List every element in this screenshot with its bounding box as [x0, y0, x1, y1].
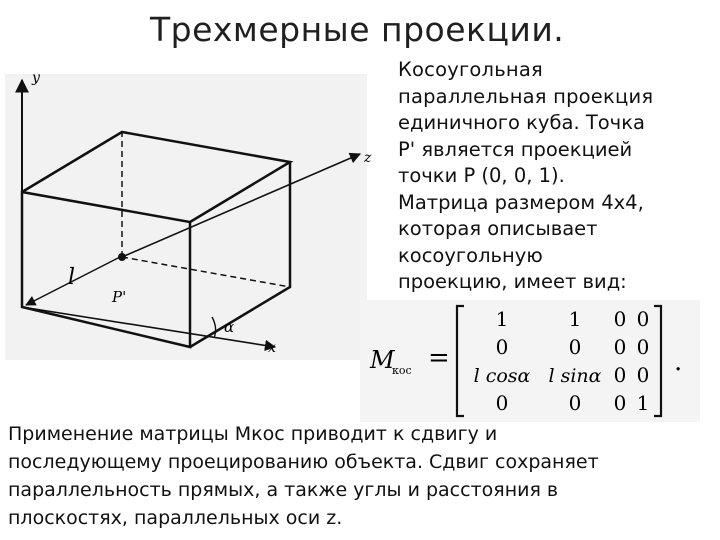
matrix-cell: 1 [495, 307, 509, 331]
matrix-cell: l sinα [548, 365, 602, 387]
bottom-line: плоскостях, параллельных оси z. [8, 507, 343, 529]
matrix-cell: 0 [495, 335, 509, 359]
cube-projection-figure [0, 62, 390, 362]
description-line: проекцию, имеет вид: [398, 270, 627, 293]
description-line: Матрица размером 4x4, [398, 190, 644, 214]
matrix-cell: l cosα [473, 365, 531, 387]
description-line: косоугольную [398, 243, 543, 267]
matrix-cell: 0 [495, 391, 509, 415]
description-line: Косоугольная [398, 58, 543, 81]
description-line: единичного куба. Точка [398, 111, 645, 134]
y-axis-label: y [32, 70, 40, 86]
formula-lhs-main: M [370, 346, 395, 374]
matrix-cell: 0 [568, 335, 582, 359]
bottom-paragraph [8, 420, 713, 532]
z-axis-label: z [364, 150, 372, 166]
x-axis-label: x [268, 340, 276, 356]
matrix-cell: 1 [636, 391, 650, 415]
point-p-prime [118, 253, 126, 261]
description-line: параллельная проекция [398, 84, 654, 108]
matrix-cell: 0 [613, 363, 627, 387]
slide-title: Трехмерные проекции. [150, 10, 565, 49]
formula-lhs-sub: кос [392, 364, 412, 377]
matrix-cell: 0 [636, 335, 650, 359]
bottom-line: Применение матрицы Мкос приводит к сдвигу и [8, 423, 498, 445]
l-label: l [68, 265, 76, 290]
matrix-cell: 0 [613, 335, 627, 359]
matrix-cell: 0 [568, 391, 582, 415]
matrix-cell: 0 [636, 363, 650, 387]
formula-equals: = [428, 343, 450, 373]
alpha-label: α [224, 318, 235, 336]
bottom-line: параллельность прямых, а также углы и расстояния в [8, 479, 559, 501]
description-line: которая описывает [398, 217, 598, 240]
formula-period: . [674, 347, 683, 377]
matrix-cell: 0 [613, 391, 627, 415]
p-prime-label: P' [112, 288, 127, 306]
description-line: P' является проекцией [398, 137, 633, 161]
matrix-cell: 0 [636, 307, 650, 331]
matrix-cell: 0 [613, 307, 627, 331]
matrix-formula [360, 300, 700, 422]
matrix-cell: 1 [568, 307, 582, 331]
description-line: точки P (0, 0, 1). [398, 164, 565, 187]
bottom-line: последующему проецированию объекта. Сдвиг сохраняет [8, 451, 599, 473]
description-text [398, 57, 713, 296]
